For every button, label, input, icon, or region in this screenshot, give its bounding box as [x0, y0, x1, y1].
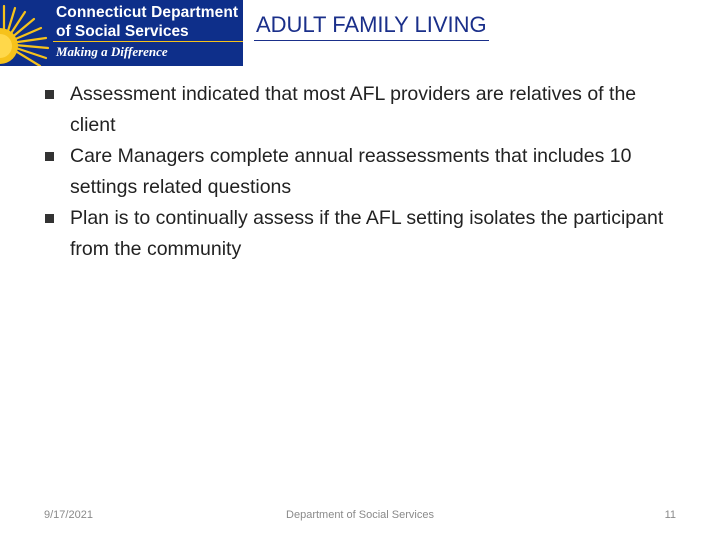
slide-title: ADULT FAMILY LIVING — [254, 10, 489, 41]
footer — [0, 507, 720, 527]
bullet-text: Plan is to continually assess if the AFL setting isolates the participant from the community — [70, 207, 664, 260]
logo-line-1: Connecticut Department — [56, 4, 239, 21]
header — [0, 0, 720, 66]
bullet-item — [44, 203, 684, 265]
bullet-item — [44, 79, 684, 141]
logo-tagline: Making a Difference — [56, 44, 168, 59]
bullet-list — [44, 79, 684, 265]
dss-logo — [0, 0, 243, 66]
logo-divider — [53, 41, 243, 42]
sun-rays-icon — [0, 0, 60, 66]
bullet-text: Care Managers complete annual reassessments that includes 10 settings related questions — [70, 145, 632, 198]
slide-content — [44, 79, 684, 265]
footer-date: 9/17/2021 — [44, 509, 93, 521]
bullet-text: Assessment indicated that most AFL providers are relatives of the client — [70, 83, 637, 136]
page-number: 11 — [664, 509, 676, 521]
footer-organization: Department of Social Services — [286, 509, 434, 521]
logo-line-2: of Social Services — [56, 23, 189, 40]
bullet-item — [44, 141, 684, 203]
